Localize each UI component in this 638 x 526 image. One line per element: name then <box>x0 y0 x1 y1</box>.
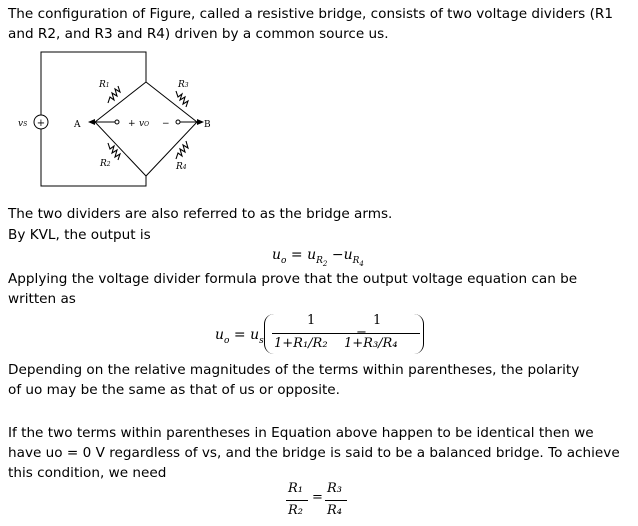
resistor-r2 <box>108 143 120 160</box>
ratio-2-denominator: R₄ <box>327 503 342 518</box>
fraction-minus: − <box>356 325 367 340</box>
equation-output-voltage: $u_o = u_s$ 1 1+R₁/R₂ − 1 1+R₃/R₄ <box>215 312 435 358</box>
balanced-line-2: have uo = 0 V regardless of vs, and the bridge is said to be a balanced bridge. To achieve <box>8 445 620 461</box>
equation-output-difference: $u_o = u_{R_2} -u_{R_4}$ <box>272 247 364 268</box>
vo-minus-terminal <box>176 120 180 124</box>
fraction-2-denominator: 1+R₃/R₄ <box>344 336 398 351</box>
resistor-r1 <box>108 86 120 103</box>
applying-line-2: written as <box>8 291 76 307</box>
kvl-text: By KVL, the output is <box>8 227 151 243</box>
ratio-1-denominator: R₂ <box>288 503 303 518</box>
vo-minus-sign: − <box>162 119 170 129</box>
fraction-2-bar <box>342 333 420 334</box>
ratio-1-numerator: R₁ <box>288 481 303 496</box>
resistor-r4 <box>176 141 188 159</box>
fraction-1-bar <box>272 333 352 334</box>
arms-text: The two dividers are also referred to as the bridge arms. <box>8 206 393 222</box>
intro-line-1: The configuration of Figure, called a resistive bridge, consists of two voltage dividers (R1 <box>8 6 613 22</box>
paren-right <box>413 314 424 354</box>
depending-line-2: of uo may be the same as that of us or opposite. <box>8 382 340 398</box>
fraction-2-numerator: 1 <box>373 313 382 328</box>
fraction-1-numerator: 1 <box>307 313 316 328</box>
r4-label: R4 <box>176 162 187 172</box>
vo-plus-terminal <box>115 120 119 124</box>
node-a-label: A <box>74 120 81 130</box>
applying-line-1: Applying the voltage divider formula prove that the output voltage equation can be <box>8 271 578 287</box>
fraction-1-denominator: 1+R₁/R₂ <box>274 336 328 351</box>
ratio-1-bar <box>286 500 308 501</box>
r1-label: R1 <box>99 80 110 90</box>
intro-line-2: and R2, and R3 and R4) driven by a common source us. <box>8 26 389 42</box>
r3-label: R3 <box>178 80 189 90</box>
r2-label: R2 <box>100 159 111 169</box>
equation-balance-condition <box>286 481 356 523</box>
balanced-line-3: this condition, we need <box>8 465 167 481</box>
vo-plus-sign: + <box>128 119 136 129</box>
source-plus-sign: + <box>36 118 46 129</box>
node-b-arrow <box>197 119 204 125</box>
ratio-2-numerator: R₃ <box>327 481 342 496</box>
vo-label: vO <box>139 119 150 129</box>
resistor-r3 <box>176 91 188 107</box>
bridge-circuit-figure <box>0 46 240 201</box>
source-label: vS <box>18 119 28 129</box>
node-b-label: B <box>204 120 211 130</box>
balanced-line-1: If the two terms within parentheses in Equation above happen to be identical then we <box>8 425 594 441</box>
ratio-2-bar <box>325 500 347 501</box>
ratio-equals: = <box>312 490 323 505</box>
node-a-arrow <box>88 119 95 125</box>
circuit-wires <box>41 52 197 186</box>
depending-line-1: Depending on the relative magnitudes of the terms within parentheses, the polarity <box>8 362 580 378</box>
